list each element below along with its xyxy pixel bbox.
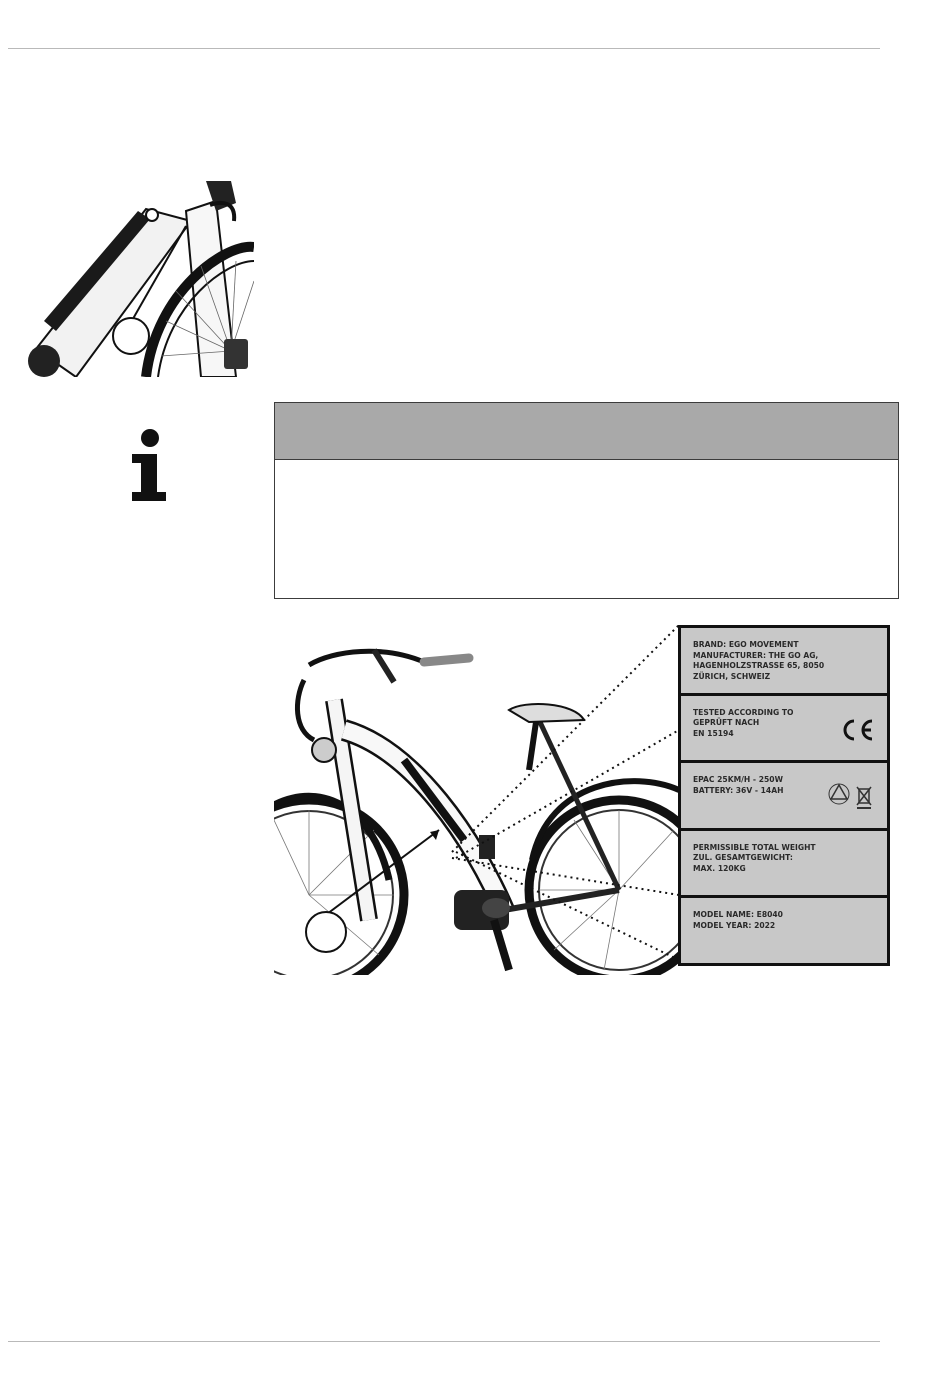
plate-text-line: ZÜRICH, SCHWEIZ <box>693 671 771 681</box>
plate-text-line: EN 15194 <box>693 728 734 738</box>
info-note-header <box>275 403 898 460</box>
info-icon <box>130 428 170 503</box>
plate-text-line: MODEL NAME: E8040 <box>693 910 783 920</box>
plate-text-line: ZUL. GESAMTGEWICHT: <box>693 853 793 863</box>
frame-detail-illustration <box>26 181 254 377</box>
plate-text-line: MAX. 120KG <box>693 863 746 873</box>
crossed-bin-icon <box>857 787 871 808</box>
info-note-box <box>274 402 899 599</box>
plate-text-line: BATTERY: 36V - 14AH <box>693 785 784 795</box>
header-rule <box>8 48 880 49</box>
recycle-icon <box>827 781 875 811</box>
type-plate <box>678 625 890 966</box>
plate-weight-section <box>681 831 887 896</box>
plate-text-line: BRAND: EGO MOVEMENT <box>693 640 799 649</box>
plate-text-line: MODEL YEAR: 2022 <box>693 920 776 930</box>
plate-text-line: GEPRÜFT NACH <box>693 718 760 728</box>
plate-text-line: EPAC 25KM/H - 250W <box>693 775 783 785</box>
plate-tested-section <box>681 696 887 761</box>
plate-brand-section <box>681 628 887 693</box>
ce-mark-icon <box>839 718 875 742</box>
plate-model-section <box>681 898 887 963</box>
plate-text-line: HAGENHOLZSTRASSE 65, 8050 <box>693 661 825 670</box>
plate-text-line: PERMISSIBLE TOTAL WEIGHT <box>693 842 816 852</box>
plate-text-line: TESTED ACCORDING TO <box>693 707 794 717</box>
plate-epac-section <box>681 763 887 828</box>
bike-nameplate-location-illustration <box>274 620 679 975</box>
footer-rule <box>8 1341 880 1342</box>
plate-text-line: MANUFACTURER: THE GO AG, <box>693 650 819 660</box>
